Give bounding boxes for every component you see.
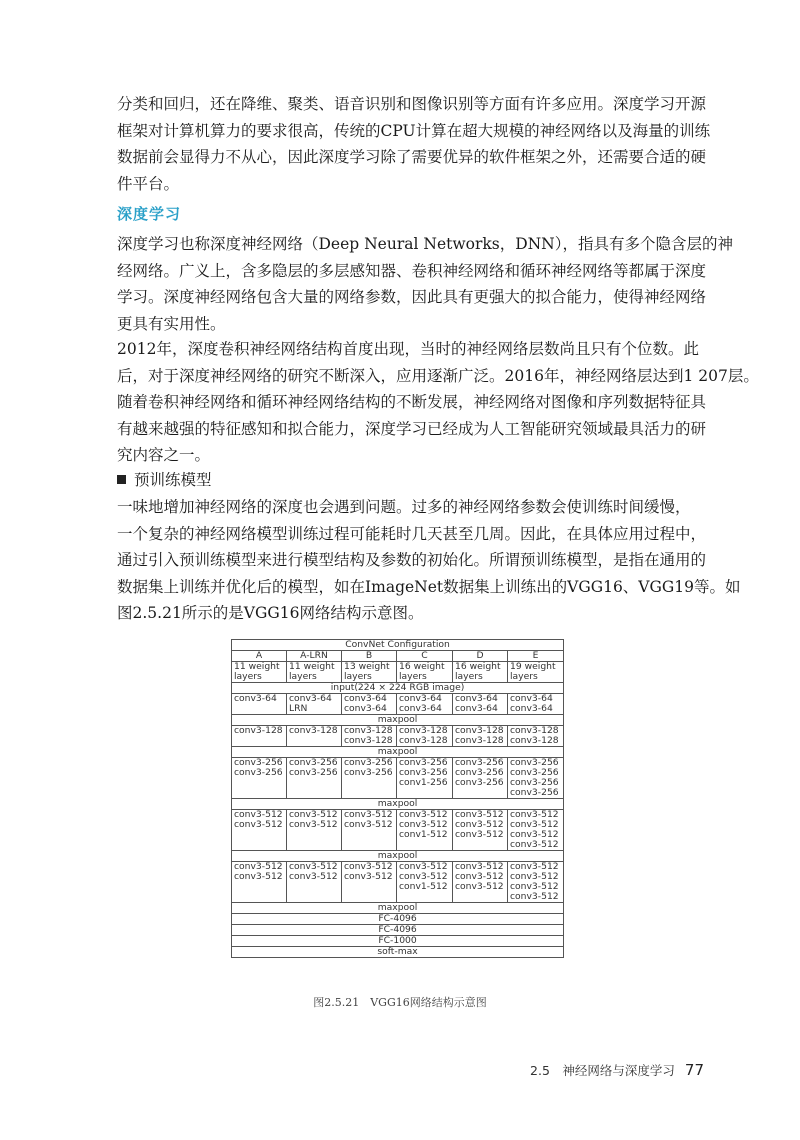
layer-label: conv3-512 <box>234 871 283 882</box>
conv-cell <box>453 694 508 715</box>
text-line: 深度学习也称深度神经网络（Deep Neural Networks，DNN），指具有多个隐含层的神 <box>117 235 733 253</box>
layer-label: conv3-512 <box>399 871 448 882</box>
table-weights-row <box>232 662 564 683</box>
conv-cell <box>397 758 453 799</box>
text-line: 一个复杂的神经网络模型训练过程可能耗时几天甚至几周。因此，在具体应用过程中， <box>117 524 707 543</box>
layer-label: conv3-512 <box>344 871 393 882</box>
weight-layers-cell <box>508 662 564 683</box>
conv-cell <box>232 862 287 903</box>
layer-label: conv3-512 <box>399 809 448 820</box>
conv-cell <box>342 758 397 799</box>
layer-label: conv3-256 <box>399 767 448 778</box>
layer-label: LRN <box>289 703 308 714</box>
layer-label: conv3-512 <box>234 861 283 872</box>
conv-cell <box>287 758 342 799</box>
conv-cell <box>453 862 508 903</box>
conv-cell <box>342 862 397 903</box>
conv-cell <box>397 694 453 715</box>
layer-label: 11 weight <box>289 661 335 672</box>
text-line: 数据前会显得力不从心，因此深度学习除了需要优异的软件框架之外，还需要合适的硬 <box>117 148 707 166</box>
layer-label: conv3-128 <box>455 735 504 746</box>
weight-layers-cell <box>232 662 287 683</box>
conv-cell <box>232 810 287 851</box>
text-line: 学习。深度神经网络包含大量的网络参数，因此具有更强大的拟合能力，使得神经网络 <box>117 288 707 306</box>
conv-cell <box>508 694 564 715</box>
layer-label: conv3-256 <box>455 757 504 768</box>
text-line: 件平台。 <box>117 174 180 193</box>
paragraph-2 <box>117 231 733 337</box>
section-heading: 深度学习 <box>117 205 182 223</box>
paragraph-4 <box>117 494 741 627</box>
layer-label: layers <box>399 671 427 682</box>
layer-label: conv3-512 <box>510 809 559 820</box>
layer-label: layers <box>234 671 262 682</box>
table-tail-row <box>232 936 564 947</box>
table-maxpool-row <box>232 715 564 726</box>
layer-label: conv3-256 <box>510 777 559 788</box>
square-bullet-icon <box>117 475 126 484</box>
maxpool-cell: maxpool <box>232 715 564 726</box>
layer-label: 11 weight <box>234 661 280 672</box>
fc-cell: FC-4096 <box>232 925 564 936</box>
input-cell: input(224 × 224 RGB image) <box>232 683 564 694</box>
layer-label: conv3-256 <box>510 757 559 768</box>
table-maxpool-row <box>232 799 564 810</box>
text-line: 分类和回归，还在降维、聚类、语音识别和图像识别等方面有许多应用。深度学习开源 <box>117 95 707 113</box>
layer-label: layers <box>510 671 538 682</box>
text-line: 经网络。广义上，含多隐层的多层感知器、卷积神经网络和循环神经网络等都属于深度 <box>117 261 707 280</box>
layer-label: conv3-64 <box>344 703 387 714</box>
figure-caption: 图2.5.21 VGG16网络结构示意图 <box>313 996 487 1009</box>
layer-label: conv3-256 <box>289 757 338 768</box>
layer-label: conv3-512 <box>289 809 338 820</box>
layer-label: conv3-512 <box>234 809 283 820</box>
layer-label: conv3-512 <box>344 819 393 830</box>
layer-label: conv3-128 <box>234 725 283 736</box>
column-header: A-LRN <box>287 651 342 662</box>
layer-label: conv3-512 <box>510 829 559 840</box>
layer-label: conv3-512 <box>455 861 504 872</box>
layer-label: conv3-512 <box>344 809 393 820</box>
layer-label: conv3-512 <box>510 819 559 830</box>
text-line: 数据集上训练并优化后的模型，如在ImageNet数据集上训练出的VGG16、VGG19等。如 <box>117 577 741 596</box>
conv-cell <box>287 810 342 851</box>
weight-layers-cell <box>287 662 342 683</box>
layer-label: conv3-512 <box>455 819 504 830</box>
bullet-heading <box>117 467 212 493</box>
weight-layers-cell <box>453 662 508 683</box>
layer-label: conv3-64 <box>399 693 442 704</box>
layer-label: conv3-256 <box>234 757 283 768</box>
bullet-heading-text: 预训练模型 <box>134 471 212 489</box>
conv-cell <box>342 810 397 851</box>
layer-label: conv3-128 <box>399 735 448 746</box>
conv-cell <box>287 726 342 747</box>
layer-label: conv3-512 <box>455 871 504 882</box>
layer-label: conv3-512 <box>234 819 283 830</box>
layer-label: conv3-256 <box>510 767 559 778</box>
text-line: 一味地增加神经网络的深度也会遇到问题。过多的神经网络参数会使训练时间缓慢， <box>117 498 691 516</box>
conv-cell <box>397 810 453 851</box>
layer-label: conv3-128 <box>455 725 504 736</box>
layer-label: conv3-512 <box>344 861 393 872</box>
text-line: 后，对于深度神经网络的研究不断深入，应用逐渐广泛。2016年，神经网络层达到1 207层。 <box>117 366 759 385</box>
layer-label: conv3-64 <box>399 703 442 714</box>
layer-label: conv3-256 <box>510 787 559 798</box>
text-line: 2012年，深度卷积神经网络结构首度出现，当时的神经网络层数尚且只有个位数。此 <box>117 340 699 358</box>
layer-label: conv3-64 <box>455 693 498 704</box>
layer-label: conv3-512 <box>399 861 448 872</box>
maxpool-cell: maxpool <box>232 851 564 862</box>
text-line: 究内容之一。 <box>117 446 211 464</box>
table-block-row <box>232 694 564 715</box>
table-maxpool-row <box>232 747 564 758</box>
weight-layers-cell <box>342 662 397 683</box>
conv-cell <box>232 758 287 799</box>
weight-layers-cell <box>397 662 453 683</box>
layer-label: conv3-128 <box>510 725 559 736</box>
layer-label: conv3-256 <box>344 757 393 768</box>
table-block-row <box>232 758 564 799</box>
conv-cell <box>508 758 564 799</box>
text-line: 有越来越强的特征感知和拟合能力，深度学习已经成为人工智能研究领域最具活力的研 <box>117 419 707 438</box>
layer-label: conv3-512 <box>399 819 448 830</box>
column-header: D <box>453 651 508 662</box>
paragraph-1 <box>117 91 709 197</box>
conv-cell <box>453 726 508 747</box>
layer-label: 16 weight <box>399 661 445 672</box>
text-line: 更具有实用性。 <box>117 314 226 333</box>
layer-label: conv1-256 <box>399 777 448 788</box>
fc-cell: FC-4096 <box>232 914 564 925</box>
layer-label: conv3-128 <box>399 725 448 736</box>
text-line: 框架对计算机算力的要求很高，传统的CPU计算在超大规模的神经网络以及海量的训练 <box>117 121 711 140</box>
layer-label: conv3-64 <box>289 693 332 704</box>
layer-label: layers <box>344 671 372 682</box>
layer-label: 13 weight <box>344 661 390 672</box>
layer-label: conv3-512 <box>510 861 559 872</box>
fc-cell: soft-max <box>232 947 564 958</box>
layer-label: conv3-128 <box>344 735 393 746</box>
table-block-row <box>232 862 564 903</box>
layer-label: conv3-512 <box>455 829 504 840</box>
layer-label: conv3-512 <box>510 881 559 892</box>
conv-cell <box>342 726 397 747</box>
column-header: A <box>232 651 287 662</box>
layer-label: conv3-256 <box>289 767 338 778</box>
conv-cell <box>342 694 397 715</box>
table-block-row <box>232 726 564 747</box>
layer-label: conv3-64 <box>510 693 553 704</box>
table-title-row <box>232 640 564 651</box>
paragraph-3 <box>117 336 759 469</box>
layer-label: conv3-128 <box>289 725 338 736</box>
conv-cell <box>397 726 453 747</box>
conv-cell <box>232 694 287 715</box>
maxpool-cell: maxpool <box>232 799 564 810</box>
conv-cell <box>508 862 564 903</box>
layer-label: conv3-256 <box>399 757 448 768</box>
vgg-configuration-table <box>231 639 564 958</box>
layer-label: conv3-512 <box>510 839 559 850</box>
column-header: C <box>397 651 453 662</box>
layer-label: conv3-512 <box>289 819 338 830</box>
maxpool-cell: maxpool <box>232 903 564 914</box>
table-tail-row <box>232 914 564 925</box>
table-input-row <box>232 683 564 694</box>
table-maxpool-row <box>232 851 564 862</box>
column-header: E <box>508 651 564 662</box>
conv-cell <box>508 810 564 851</box>
layer-label: conv3-64 <box>455 703 498 714</box>
maxpool-cell: maxpool <box>232 747 564 758</box>
layer-label: conv3-512 <box>289 861 338 872</box>
layer-label: 19 weight <box>510 661 556 672</box>
text-line: 通过引入预训练模型来进行模型结构及参数的初始化。所谓预训练模型，是指在通用的 <box>117 551 707 569</box>
table-tail-row <box>232 947 564 958</box>
page-footer <box>530 1061 704 1079</box>
layer-label: 16 weight <box>455 661 501 672</box>
table-maxpool-row <box>232 903 564 914</box>
layer-label: conv3-512 <box>455 809 504 820</box>
text-line: 随着卷积神经网络和循环神经网络结构的不断发展，神经网络对图像和序列数据特征具 <box>117 393 707 411</box>
footer-section: 2.5 神经网络与深度学习 <box>530 1063 675 1078</box>
table-block-row <box>232 810 564 851</box>
page-number: 77 <box>684 1061 704 1079</box>
layer-label: conv3-512 <box>289 871 338 882</box>
column-header: B <box>342 651 397 662</box>
text-line: 图2.5.21所示的是VGG16网络结构示意图。 <box>117 604 424 622</box>
layer-label: conv3-512 <box>455 881 504 892</box>
layer-label: layers <box>289 671 317 682</box>
layer-label: conv3-64 <box>510 703 553 714</box>
conv-cell <box>287 862 342 903</box>
layer-label: conv3-256 <box>234 767 283 778</box>
conv-cell <box>232 726 287 747</box>
table-tail-row <box>232 925 564 936</box>
layer-label: conv3-128 <box>344 725 393 736</box>
conv-cell <box>287 694 342 715</box>
layer-label: conv3-256 <box>455 777 504 788</box>
layer-label: conv3-128 <box>510 735 559 746</box>
conv-cell <box>508 726 564 747</box>
layer-label: conv1-512 <box>399 829 448 840</box>
conv-cell <box>453 810 508 851</box>
table-header-row <box>232 651 564 662</box>
layer-label: layers <box>455 671 483 682</box>
layer-label: conv3-512 <box>510 891 559 902</box>
layer-label: conv3-64 <box>344 693 387 704</box>
table-title: ConvNet Configuration <box>232 640 564 651</box>
layer-label: conv3-256 <box>344 767 393 778</box>
fc-cell: FC-1000 <box>232 936 564 947</box>
layer-label: conv3-512 <box>510 871 559 882</box>
layer-label: conv3-64 <box>234 693 277 704</box>
layer-label: conv3-256 <box>455 767 504 778</box>
layer-label: conv1-512 <box>399 881 448 892</box>
conv-cell <box>453 758 508 799</box>
conv-cell <box>397 862 453 903</box>
